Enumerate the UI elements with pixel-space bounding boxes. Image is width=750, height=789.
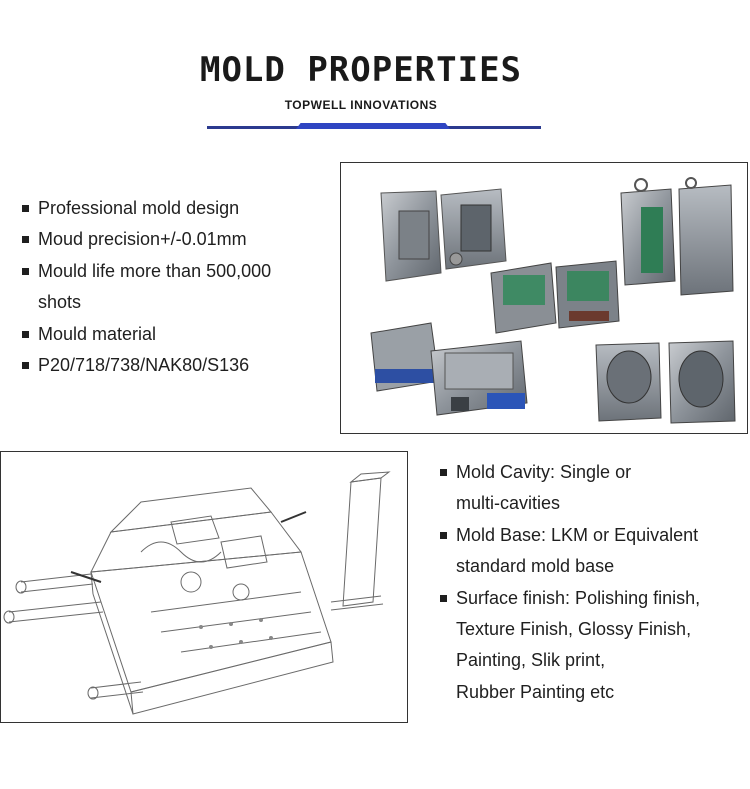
mold-drawing-image <box>0 451 408 723</box>
title-divider-accent <box>296 123 450 129</box>
mold-photo-3 <box>621 178 733 295</box>
list-item <box>22 224 322 255</box>
feature-text-continued: Rubber Painting etc <box>456 681 615 702</box>
list-item <box>22 193 322 224</box>
bullet-square-icon <box>440 532 447 539</box>
feature-text: Moud precision+/-0.01mm <box>38 229 247 250</box>
feature-text: Mold Cavity: Single or <box>456 462 632 482</box>
list-item <box>440 520 740 583</box>
feature-text: Mold Base: LKM or Equivalent <box>456 524 699 545</box>
features-list-bottom <box>440 457 740 708</box>
list-item <box>22 319 322 350</box>
bullet-square-icon <box>440 595 447 602</box>
feature-text-continued: Texture Finish, Glossy Finish, <box>456 619 692 640</box>
list-item <box>440 583 740 709</box>
bullet-square-icon <box>440 469 447 476</box>
feature-text: Professional mold design <box>38 198 240 218</box>
mold-photo-5 <box>596 341 735 423</box>
feature-text: Mould life more than 500,000 <box>38 260 272 281</box>
feature-text-continued: Painting, Slik print, <box>456 650 606 671</box>
bullet-square-icon <box>22 268 29 275</box>
feature-text-continued: multi-cavities <box>456 493 561 514</box>
feature-text-continued: shots <box>38 292 82 313</box>
company-subtitle: TOPWELL INNOVATIONS <box>284 98 438 112</box>
feature-text: Surface finish: Polishing finish, <box>456 587 701 608</box>
page-title: MOLD PROPERTIES <box>199 50 523 90</box>
mold-photos-image <box>340 162 748 434</box>
list-item <box>22 350 322 381</box>
mold-photo-4 <box>371 323 527 415</box>
feature-text-continued: standard mold base <box>456 556 615 577</box>
feature-text: P20/718/738/NAK80/S136 <box>38 355 250 376</box>
mold-photo-2 <box>491 261 619 333</box>
mold-drawing-illustration <box>1 452 408 723</box>
bullet-square-icon <box>22 236 29 243</box>
bullet-square-icon <box>22 205 29 212</box>
bullet-square-icon <box>22 331 29 338</box>
mold-photo-1 <box>381 189 506 281</box>
features-list-top <box>22 193 322 381</box>
feature-text: Mould material <box>38 323 157 344</box>
mold-photos-illustration <box>341 163 748 434</box>
list-item <box>440 457 740 520</box>
list-item <box>22 256 322 319</box>
bullet-square-icon <box>22 362 29 369</box>
